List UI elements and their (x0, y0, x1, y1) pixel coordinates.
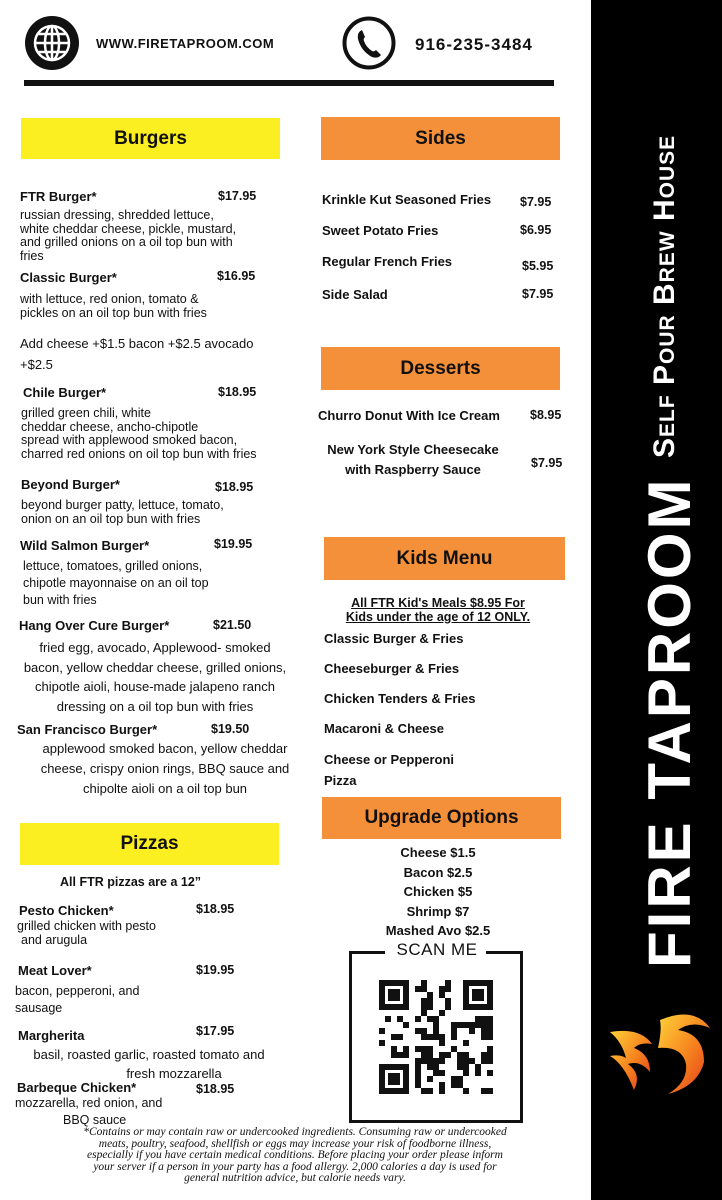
menu-item-price: $19.95 (196, 963, 235, 977)
menu-item-name: Chile Burger* (23, 385, 107, 400)
kids-item: Macaroni & Cheese (324, 721, 444, 736)
dessert-item-price: $7.95 (531, 456, 563, 470)
qr-frame-top-right (486, 951, 523, 954)
menu-item-desc: with lettuce, red onion, tomato & pickles on an oil top bun with fries (20, 292, 207, 320)
flame-logo (600, 1000, 715, 1100)
qr-frame-top-left (349, 951, 385, 954)
kids-item: Cheeseburger & Fries (324, 661, 460, 676)
menu-item-name: Hang Over Cure Burger* (19, 618, 170, 633)
globe-icon (24, 15, 80, 71)
menu-item-desc: beyond burger patty, lettuce, tomato, onion on an oil top bun with fries (21, 498, 224, 526)
upgrade-item: Mashed Avo $2.5 (385, 923, 491, 938)
phone-icon (342, 16, 396, 70)
pizzas-heading: Pizzas (20, 823, 279, 865)
side-item-price: $7.95 (522, 287, 554, 301)
kids-item: Cheese or Pepperoni (324, 752, 455, 767)
side-item-name: Krinkle Kut Seasoned Fries (322, 192, 492, 207)
menu-item-name: San Francisco Burger* (17, 722, 158, 737)
website-link[interactable]: WWW.FIRETAPROOM.COM (96, 36, 275, 51)
qr-code[interactable] (379, 980, 493, 1094)
dessert-item-price: $8.95 (530, 408, 562, 422)
menu-item-price: $18.95 (218, 385, 257, 399)
desserts-heading: Desserts (321, 347, 560, 390)
upgrade-item: Cheese $1.5 (400, 845, 476, 860)
kids-note: All FTR Kid's Meals $8.95 For Kids under the age of 12 ONLY. (345, 596, 531, 624)
kids-item: Classic Burger & Fries (324, 631, 464, 646)
upgrade-item: Bacon $2.5 (403, 864, 473, 880)
side-item-price: $6.95 (520, 223, 552, 237)
menu-item-name: FTR Burger* (20, 189, 97, 204)
pizza-note: All FTR pizzas are a 12” (60, 875, 202, 889)
phone-number[interactable]: 916-235-3484 (415, 35, 533, 54)
menu-item-price: $19.50 (211, 722, 250, 736)
menu-item-desc: bacon, pepperoni, and sausage (15, 984, 140, 1015)
burgers-heading: Burgers (21, 118, 280, 159)
upgrade-list (338, 843, 538, 941)
menu-item-desc: lettuce, tomatoes, grilled onions, chipotle mayonnaise on an oil top bun with fries (23, 559, 209, 607)
kids-item: Pizza (324, 773, 357, 788)
dessert-item-name: Churro Donut With Ice Cream (318, 408, 500, 423)
menu-item-price: $21.50 (213, 618, 252, 632)
upgrade-item: Chicken $5 (403, 884, 473, 899)
side-item-price: $7.95 (520, 195, 552, 209)
menu-item-price: $18.95 (196, 902, 235, 916)
side-item-name: Side Salad (322, 287, 388, 302)
menu-item-price: $17.95 (196, 1024, 235, 1038)
menu-item-price: $18.95 (196, 1082, 235, 1096)
side-item-price: $5.95 (522, 259, 554, 273)
menu-item-price: $16.95 (217, 269, 256, 283)
menu-item-name: Wild Salmon Burger* (20, 538, 150, 553)
menu-item-name: Meat Lover* (18, 963, 92, 978)
menu-item-desc: basil, roasted garlic, roasted tomato and fresh mozzarella (33, 1047, 265, 1081)
menu-item-desc: grilled chicken with pesto and arugula (17, 919, 156, 947)
kids-item: Chicken Tenders & Fries (324, 691, 476, 706)
sides-heading: Sides (321, 117, 560, 160)
dessert-item-name: New York Style Cheesecake with Raspberry Sauce (327, 442, 499, 477)
menu-item-price: $17.95 (218, 189, 257, 203)
menu-item-desc: fried egg, avocado, Applewood- smoked bacon, yellow cheddar cheese, grilled onions, chipotle aioli, house-made jalapeno ranch dressing on a oil top bun with fries (23, 640, 287, 714)
side-item-name: Regular French Fries (322, 254, 453, 269)
brand-tagline: Self Pour Brew House (648, 134, 681, 458)
kids-menu-heading: Kids Menu (324, 537, 565, 580)
menu-item-name: Margherita (18, 1028, 85, 1043)
menu-item-desc: applewood smoked bacon, yellow cheddar cheese, crispy onion rings, BBQ sauce and chipolte aioli on a oil top bun (40, 741, 290, 796)
menu-item-name: Barbeque Chicken* (17, 1080, 137, 1095)
menu-item-name: Classic Burger* (20, 270, 117, 285)
side-item-name: Sweet Potato Fries (322, 223, 439, 238)
menu-item-desc: grilled green chili, white cheddar cheese, ancho-chipotle spread with applewood smoked bacon, charred red onions on oil top bun with fries (21, 406, 257, 461)
addon-note: Add cheese +$1.5 bacon +$2.5 avocado +$2.5 (20, 336, 254, 372)
scan-me-label: SCAN ME (396, 940, 478, 959)
upgrade-options-heading: Upgrade Options (322, 797, 561, 839)
upgrade-item: Shrimp $7 (406, 903, 470, 919)
menu-item-name: Pesto Chicken* (19, 903, 114, 918)
header-divider (24, 80, 554, 86)
allergy-disclaimer: *Contains or may contain raw or undercooked ingredients. Consuming raw or undercooked meats, poultry, seafood, shellfish or eggs may increase your risk of foodborne illness, especially if you have certain medical conditions. Before placing your order please inform your server if a person in your party has a food allergy. 2,000 calories a day is used for general nutrition advice, but calorie needs vary. (83, 1126, 507, 1184)
menu-item-name: Beyond Burger* (21, 477, 120, 492)
menu-item-desc: russian dressing, shredded lettuce, white cheddar cheese, pickle, mustard, and grilled onions on a oil top bun with fries (20, 208, 237, 263)
menu-item-price: $18.95 (215, 480, 254, 494)
brand-name: FIRE TAPROOM (636, 476, 703, 968)
menu-item-desc: mozzarella, red onion, and BBQ sauce (15, 1096, 163, 1127)
menu-item-price: $19.95 (214, 537, 253, 551)
